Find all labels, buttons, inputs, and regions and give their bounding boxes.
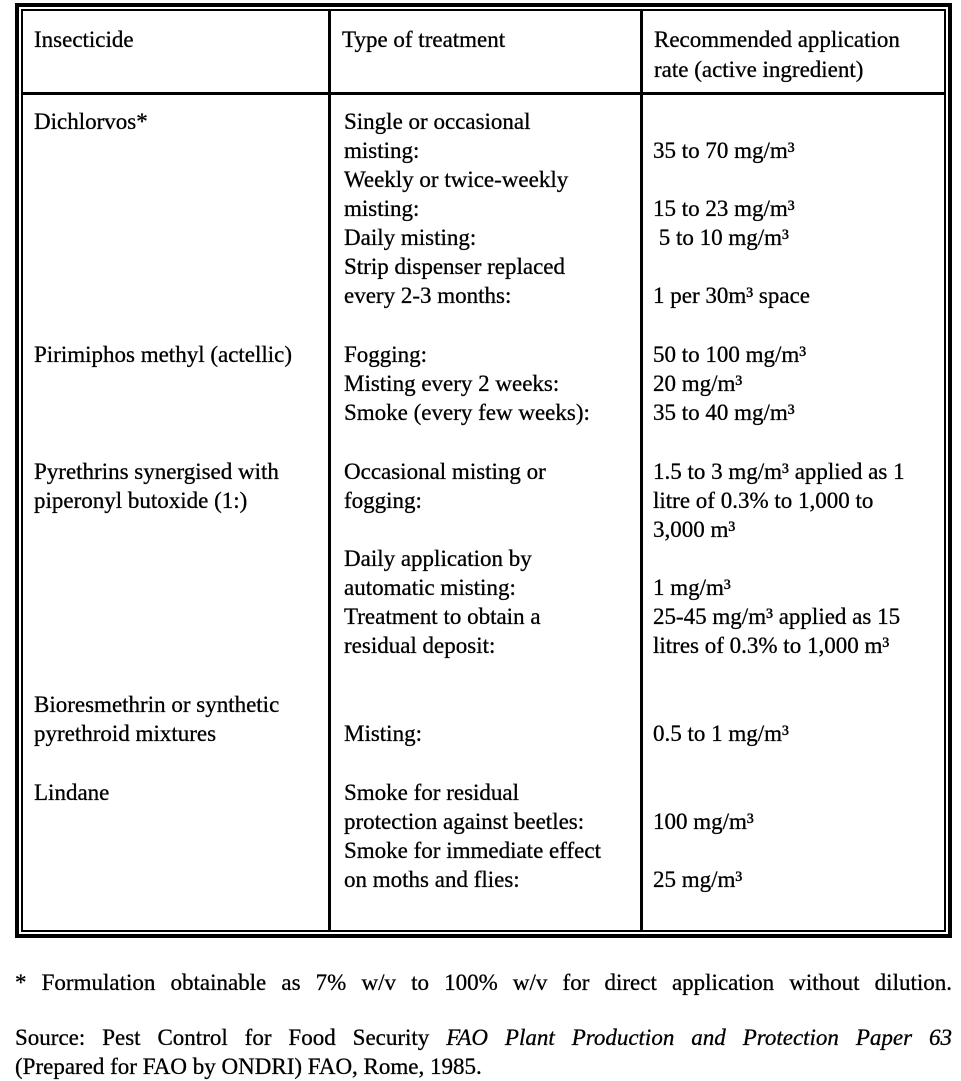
table-text-line: Bioresmethrin or synthetic [34, 692, 280, 717]
table-text-line: Smoke (every few weeks): [344, 400, 590, 425]
section-lindane-treatment [344, 778, 634, 894]
column-header-treatment: Type of treatment [331, 11, 643, 92]
source-prefix: Source: Pest Control for Food Security [15, 1025, 430, 1050]
section-pirimiphos-methyl-insecticide [34, 340, 322, 427]
table-text-line: Pyrethrins synergised with [34, 459, 279, 484]
table-text-line: 20 mg/m³ [653, 371, 743, 396]
table-text-line [34, 836, 322, 865]
source-paper-title: FAO Plant Production and Protection Paper 63 [446, 1025, 953, 1050]
table-text-line [34, 398, 322, 427]
source-line-2: (Prepared for FAO by ONDRI) FAO, Rome, 1985. [15, 1054, 482, 1079]
table-text-line: Occasional misting or [344, 459, 546, 484]
table-text-line: 15 to 23 mg/m³ [653, 196, 795, 221]
section-bioresmethrin-rate [653, 690, 938, 748]
table-text-line [34, 165, 322, 194]
section-dichlorvos-insecticide [34, 107, 322, 310]
table-text-line: on moths and flies: [344, 867, 520, 892]
table-text-line [34, 631, 322, 660]
table-text-line: Daily misting: [344, 225, 477, 250]
table-text-line: 100 mg/m³ [653, 809, 754, 834]
table-text-line: Single or occasional [344, 109, 531, 134]
column-header-insecticide: Insecticide [23, 11, 331, 92]
section-dichlorvos-treatment [344, 107, 634, 310]
table-text-line: litres of 0.3% to 1,000 m³ [653, 633, 890, 658]
table-text-line [344, 515, 634, 544]
insecticide-table-frame [21, 9, 946, 932]
table-text-line: Dichlorvos* [34, 109, 148, 134]
table-text-line: residual deposit: [344, 633, 496, 658]
table-text-line: every 2-3 months: [344, 283, 512, 308]
table-text-line: Daily application by [344, 546, 532, 571]
table-text-line: 3,000 m³ [653, 517, 736, 542]
table-text-line [653, 544, 938, 573]
section-pyrethrins-insecticide [34, 457, 322, 660]
table-text-line [34, 136, 322, 165]
table-text-line: Smoke for immediate effect [344, 838, 601, 863]
table-header-row [23, 11, 944, 95]
table-text-line: misting: [344, 138, 420, 163]
table-text-line [34, 602, 322, 631]
table-text-line: Smoke for residual [344, 780, 520, 805]
table-text-line [653, 690, 938, 719]
table-text-line: 1 mg/m³ [653, 575, 731, 600]
table-text-line: Lindane [34, 780, 110, 805]
table-text-line [34, 515, 322, 544]
table-text-line: 50 to 100 mg/m³ [653, 342, 807, 367]
table-text-line [34, 807, 322, 836]
table-body-row [23, 95, 944, 930]
table-text-line: 35 to 70 mg/m³ [653, 138, 795, 163]
section-pyrethrins-treatment [344, 457, 634, 660]
table-text-line: misting: [344, 196, 420, 221]
table-text-line: Treatment to obtain a [344, 604, 541, 629]
insecticide-table [15, 3, 952, 938]
insecticide-column [23, 95, 331, 930]
table-text-line: 5 to 10 mg/m³ [653, 225, 789, 250]
table-text-line: 25 mg/m³ [653, 867, 743, 892]
table-text-line [34, 252, 322, 281]
section-dichlorvos-rate [653, 107, 938, 310]
table-text-line [653, 778, 938, 807]
source-citation [15, 1023, 952, 1081]
table-text-line: fogging: [344, 488, 422, 513]
table-text-line [34, 544, 322, 573]
section-pyrethrins-rate [653, 457, 938, 660]
table-text-line: 1 per 30m³ space [653, 283, 810, 308]
table-text-line [653, 107, 938, 136]
section-lindane-rate [653, 778, 938, 894]
table-text-line [34, 369, 322, 398]
table-text-line [34, 223, 322, 252]
table-text-line: litre of 0.3% to 1,000 to [653, 488, 874, 513]
table-text-line [653, 252, 938, 281]
table-text-line [653, 836, 938, 865]
table-text-line [34, 865, 322, 894]
table-text-line: Misting: [344, 721, 422, 746]
table-text-line: Fogging: [344, 342, 428, 367]
table-text-line: 0.5 to 1 mg/m³ [653, 721, 789, 746]
table-text-line [653, 165, 938, 194]
footnote-text: * Formulation obtainable as 7% w/v to 100% w/v for direct application without dilution. [15, 970, 952, 995]
table-text-line: Strip dispenser replaced [344, 254, 565, 279]
table-text-line: 25-45 mg/m³ applied as 15 [653, 604, 901, 629]
table-text-line: Weekly or twice-weekly [344, 167, 569, 192]
table-text-line [34, 281, 322, 310]
table-text-line: Misting every 2 weeks: [344, 371, 560, 396]
rate-column [643, 95, 944, 930]
column-header-rate: Recommended application rate (active ingredient) [654, 27, 900, 82]
table-text-line: Pirimiphos methyl (actellic) [34, 342, 293, 367]
table-text-line: 35 to 40 mg/m³ [653, 400, 795, 425]
table-text-line: pyrethroid mixtures [34, 721, 217, 746]
table-text-line [344, 690, 634, 719]
table-text-line [34, 194, 322, 223]
section-pirimiphos-methyl-treatment [344, 340, 634, 427]
section-lindane-insecticide [34, 778, 322, 894]
treatment-column [331, 95, 643, 930]
table-text-line [34, 573, 322, 602]
section-bioresmethrin-treatment [344, 690, 634, 748]
table-text-line: automatic misting: [344, 575, 516, 600]
source-line-1 [15, 1023, 952, 1052]
section-bioresmethrin-insecticide [34, 690, 322, 748]
table-text-line: protection against beetles: [344, 809, 585, 834]
table-text-line: 1.5 to 3 mg/m³ applied as 1 [653, 459, 905, 484]
section-pirimiphos-methyl-rate [653, 340, 938, 427]
table-text-line: piperonyl butoxide (1:) [34, 488, 248, 513]
